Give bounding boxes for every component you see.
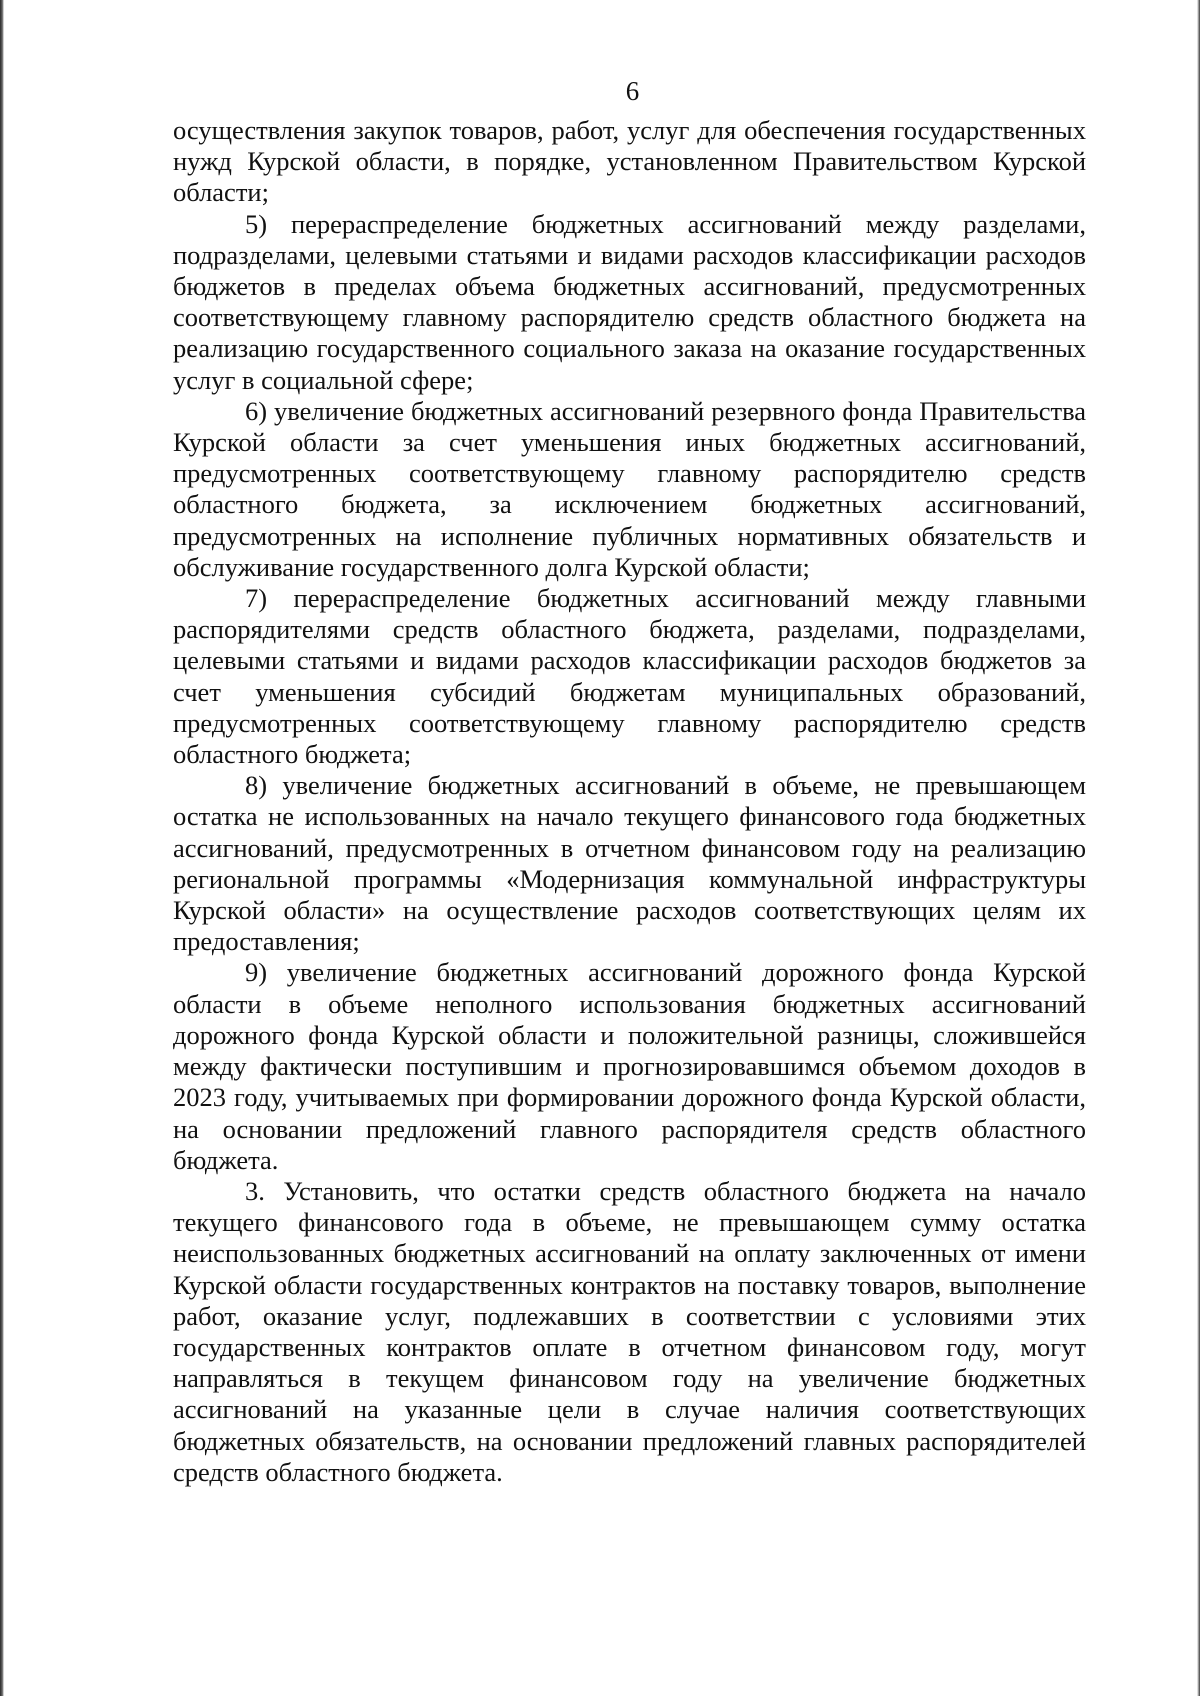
- scan-edge-left: [0, 0, 4, 1696]
- paragraph-item-7: 7) перераспределение бюджетных ассигнований между главными распорядителями средств областного бюджета, разделами, подразделами, целевыми статьями и видами расходов классификации расходов бюджетов за счет уменьшения субсидий бюджетам муниципальных образований, предусмотренных соответствующему главному распорядителю средств областного бюджета;: [173, 583, 1086, 770]
- paragraph-item-8: 8) увеличение бюджетных ассигнований в объеме, не превышающем остатка не использованных на начало текущего финансового года бюджетных ассигнований, предусмотренных в отчетном финансовом году на реализацию региональной программы «Модернизация коммунальной инфраструктуры Курской области» на осуществление расходов соответствующих целям их предоставления;: [173, 770, 1086, 957]
- paragraph-item-9: 9) увеличение бюджетных ассигнований дорожного фонда Курской области в объеме неполного использования бюджетных ассигнований дорожного фонда Курской области и положительной разницы, сложившейся между фактически поступившим и прогнозировавшимся объемом доходов в 2023 году, учитываемых при формировании дорожного фонда Курской области, на основании предложений главного распорядителя средств областного бюджета.: [173, 957, 1086, 1175]
- paragraph-continuation: осуществления закупок товаров, работ, услуг для обеспечения государственных нужд Курской области, в порядке, установленном Правительством Курской области;: [173, 115, 1086, 208]
- paragraph-item-5: 5) перераспределение бюджетных ассигнований между разделами, подразделами, целевыми статьями и видами расходов классификации расходов бюджетов в пределах объема бюджетных ассигнований, предусмотренных соответствующему главному распорядителю средств областного бюджета на реализацию государственного социального заказа на оказание государственных услуг в социальной сфере;: [173, 208, 1086, 395]
- document-body: [173, 115, 1086, 1488]
- page-number: 6: [625, 76, 640, 106]
- paragraph-item-6: 6) увеличение бюджетных ассигнований резервного фонда Правительства Курской области за счет уменьшения иных бюджетных ассигнований, предусмотренных соответствующему главному распорядителю средств областного бюджета, за исключением бюджетных ассигнований, предусмотренных на исполнение публичных нормативных обязательств и обслуживание государственного долга Курской области;: [173, 395, 1086, 582]
- paragraph-section-3: 3. Установить, что остатки средств областного бюджета на начало текущего финансового года в объеме, не превышающем сумму остатка неиспользованных бюджетных ассигнований на оплату заключенных от имени Курской области государственных контрактов на поставку товаров, выполнение работ, оказание услуг, подлежавших в соответствии с условиями этих государственных контрактов оплате в отчетном финансовом году, могут направляться в текущем финансовом году на увеличение бюджетных ассигнований на указанные цели в случае наличия соответствующих бюджетных обязательств, на основании предложений главных распорядителей средств областного бюджета.: [173, 1175, 1086, 1487]
